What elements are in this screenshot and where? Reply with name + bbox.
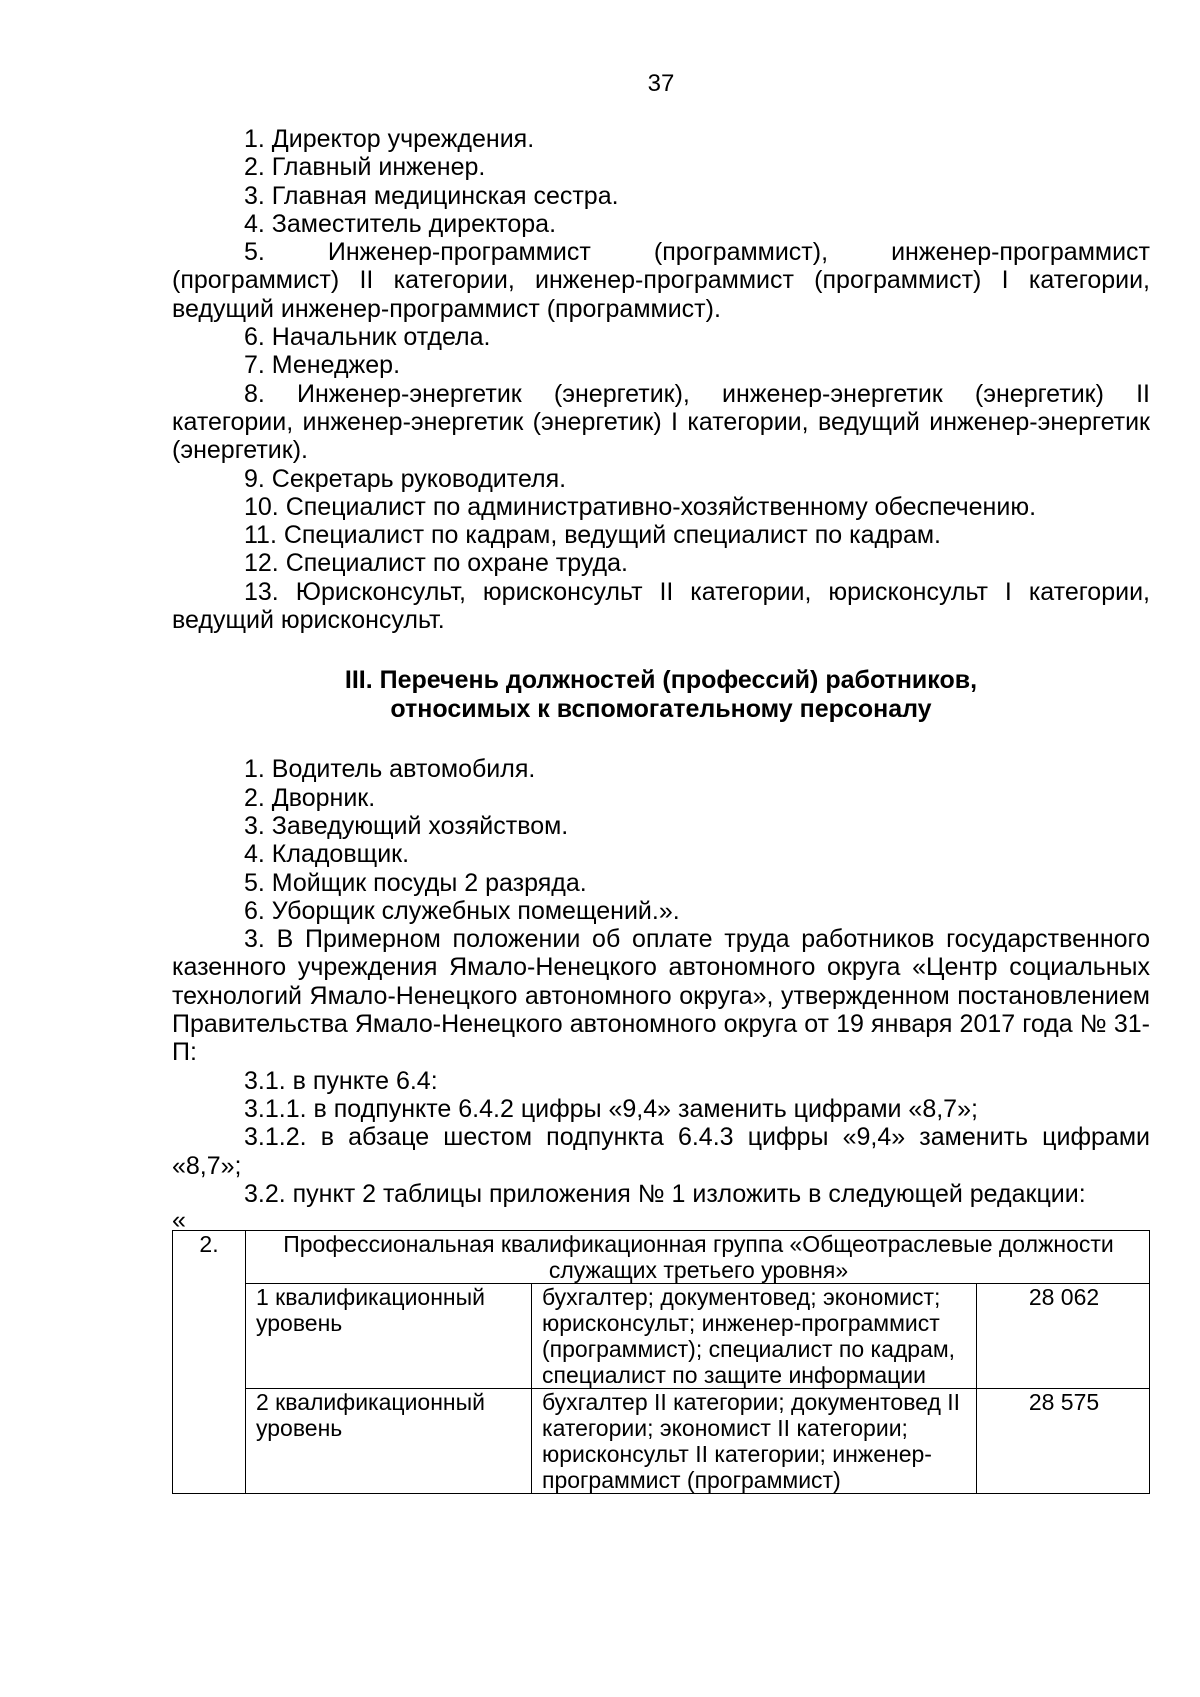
section-heading-line-1: III. Перечень должностей (профессий) работников,: [344, 666, 978, 695]
table-row: [173, 1231, 1150, 1284]
table-row: [173, 1389, 1150, 1494]
paragraph: 3.1.2. в абзаце шестом подпункта 6.4.3 цифры «9,4» заменить цифрами «8,7»;: [172, 1123, 1150, 1180]
list-item: 6. Уборщик служебных помещений.».: [244, 896, 680, 925]
document-body: [172, 125, 1150, 1494]
table-row: [173, 1284, 1150, 1389]
qualification-level: 2 квалификационный уровень: [246, 1389, 532, 1494]
list-item: 7. Менеджер.: [244, 351, 401, 380]
list-item: 2. Дворник.: [244, 783, 376, 812]
paragraph: 3.2. пункт 2 таблицы приложения № 1 изложить в следующей редакции:: [244, 1179, 1086, 1208]
list-item: 11. Специалист по кадрам, ведущий специалист по кадрам.: [244, 521, 941, 550]
positions-list: бухгалтер; документовед; экономист; юрисконсульт; инженер-программист (программист); специалист по кадрам, специалист по защите информации: [532, 1284, 977, 1389]
page-number: 37: [647, 70, 675, 97]
list-item: 10. Специалист по административно-хозяйственному обеспечению.: [244, 492, 1037, 521]
list-item: 9. Секретарь руководителя.: [244, 464, 567, 493]
list-item: 3. Заведующий хозяйством.: [244, 811, 569, 840]
list-item: 6. Начальник отдела.: [244, 323, 491, 352]
row-number: 2.: [173, 1231, 246, 1494]
list-item: 4. Кладовщик.: [244, 840, 410, 869]
list-item: 3. Главная медицинская сестра.: [244, 181, 619, 210]
salary-value: 28 062: [977, 1284, 1150, 1389]
section-heading-line-2: относимых к вспомогательному персоналу: [390, 694, 932, 723]
list-item: 4. Заместитель директора.: [244, 209, 557, 238]
paragraph: 3.1.1. в подпункте 6.4.2 цифры «9,4» заменить цифрами «8,7»;: [244, 1094, 978, 1123]
list-item: 13. Юрисконсульт, юрисконсульт II категории, юрисконсульт I категории, ведущий юрисконсульт.: [172, 577, 1150, 635]
list-item: 5. Мойщик посуды 2 разряда.: [244, 868, 587, 897]
qualification-level: 1 квалификационный уровень: [246, 1284, 532, 1389]
opening-quote: «: [172, 1206, 186, 1235]
list-item: 1. Директор учреждения.: [244, 125, 535, 153]
positions-list: бухгалтер II категории; документовед II категории; экономист II категории; юрисконсульт II категории; инженер-программист (программист): [532, 1389, 977, 1494]
paragraph: 3.1. в пункте 6.4:: [244, 1066, 438, 1095]
list-item: 1. Водитель автомобиля.: [244, 755, 536, 784]
group-title: Профессиональная квалификационная группа «Общеотраслевые должности служащих третьего уровня»: [246, 1231, 1150, 1284]
list-item: 12. Специалист по охране труда.: [244, 549, 628, 578]
list-item: 2. Главный инженер.: [244, 153, 486, 182]
list-item: 8. Инженер-энергетик (энергетик), инженер-энергетик (энергетик) II категории, инженер-энергетик (энергетик) I категории, ведущий инженер-энергетик (энергетик).: [172, 379, 1150, 465]
salary-value: 28 575: [977, 1389, 1150, 1494]
paragraph: 3. В Примерном положении об оплате труда работников государственного казенного учреждения Ямало-Ненецкого автономного округа «Центр социальных технологий Ямало-Ненецкого автономного округа», утвержденном постановлением Правительства Ямало-Ненецкого автономного округа от 19 января 2017 года № 31-П:: [172, 925, 1150, 1067]
salary-table: [172, 1230, 1150, 1494]
list-item: 5. Инженер-программист (программист), инженер-программист (программист) II категории, инженер-программист (программист) I категории, ведущий инженер-программист (программист).: [172, 238, 1150, 323]
